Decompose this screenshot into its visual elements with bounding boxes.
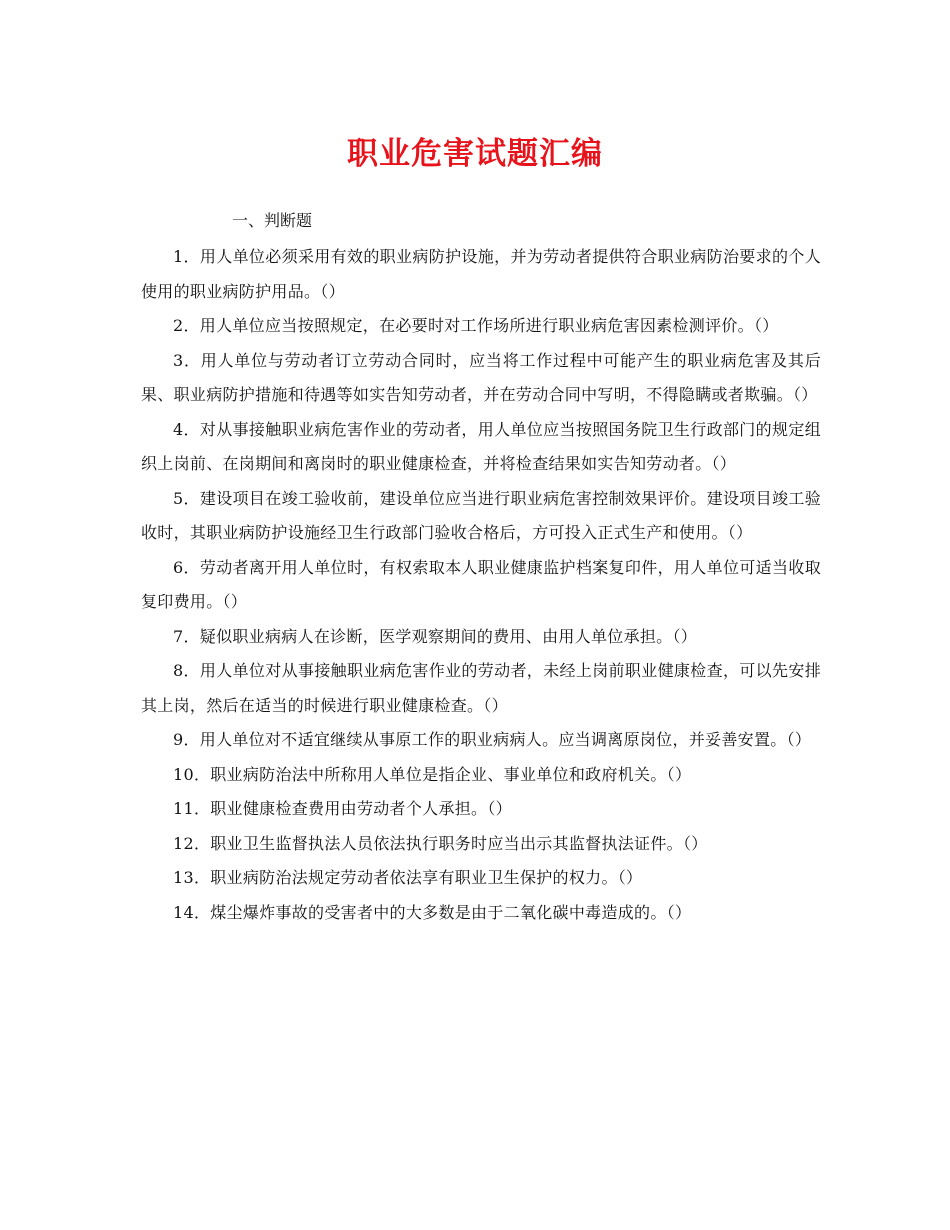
question-item: 11．职业健康检查费用由劳动者个人承担。（） [173,799,512,818]
question-item: 2．用人单位应当按照规定，在必要时对工作场所进行职业病危害因素检测评价。（） [173,316,779,335]
question-item: 4．对从事接触职业病危害作业的劳动者，用人单位应当按照国务院卫生行政部门的规定组织上岗前、在岗期间和离岗时的职业健康检查，并将检查结果如实告知劳动者。（） [141,419,821,473]
question-item: 8．用人单位对从事接触职业病危害作业的劳动者，未经上岗前职业健康检查，可以先安排其上岗，然后在适当的时候进行职业健康检查。（） [141,661,821,715]
question-item: 12．职业卫生监督执法人员依法执行职务时应当出示其监督执法证件。（） [173,833,708,853]
section-heading: 一、判断题 [232,211,313,230]
document-title: 职业危害试题汇编 [347,136,603,172]
question-item: 3．用人单位与劳动者订立劳动合同时，应当将工作过程中可能产生的职业病危害及其后果、职业病防护措施和待遇等如实告知劳动者，并在劳动合同中写明，不得隐瞒或者欺骗。（） [141,350,821,404]
question-list [141,240,821,930]
question-item: 6．劳动者离开用人单位时，有权索取本人职业健康监护档案复印件，用人单位可适当收取复印费用。（） [141,557,821,611]
question-item: 14．煤尘爆炸事故的受害者中的大多数是由于二氧化碳中毒造成的。（） [173,902,692,922]
question-item: 7．疑似职业病病人在诊断，医学观察期间的费用、由用人单位承担。（） [173,626,698,646]
question-item: 5．建设项目在竣工验收前，建设单位应当进行职业病危害控制效果评价。建设项目竣工验收时，其职业病防护设施经卫生行政部门验收合格后，方可投入正式生产和使用。（） [141,488,821,542]
question-item: 13．职业病防治法规定劳动者依法享有职业卫生保护的权力。（） [173,868,643,887]
question-item: 9．用人单位对不适宜继续从事原工作的职业病病人。应当调离原岗位，并妥善安置。（） [173,730,812,749]
question-item: 1．用人单位必须采用有效的职业病防护设施，并为劳动者提供符合职业病防治要求的个人使用的职业病防护用品。（） [141,247,821,301]
question-item: 10．职业病防治法中所称用人单位是指企业、事业单位和政府机关。（） [173,764,692,784]
